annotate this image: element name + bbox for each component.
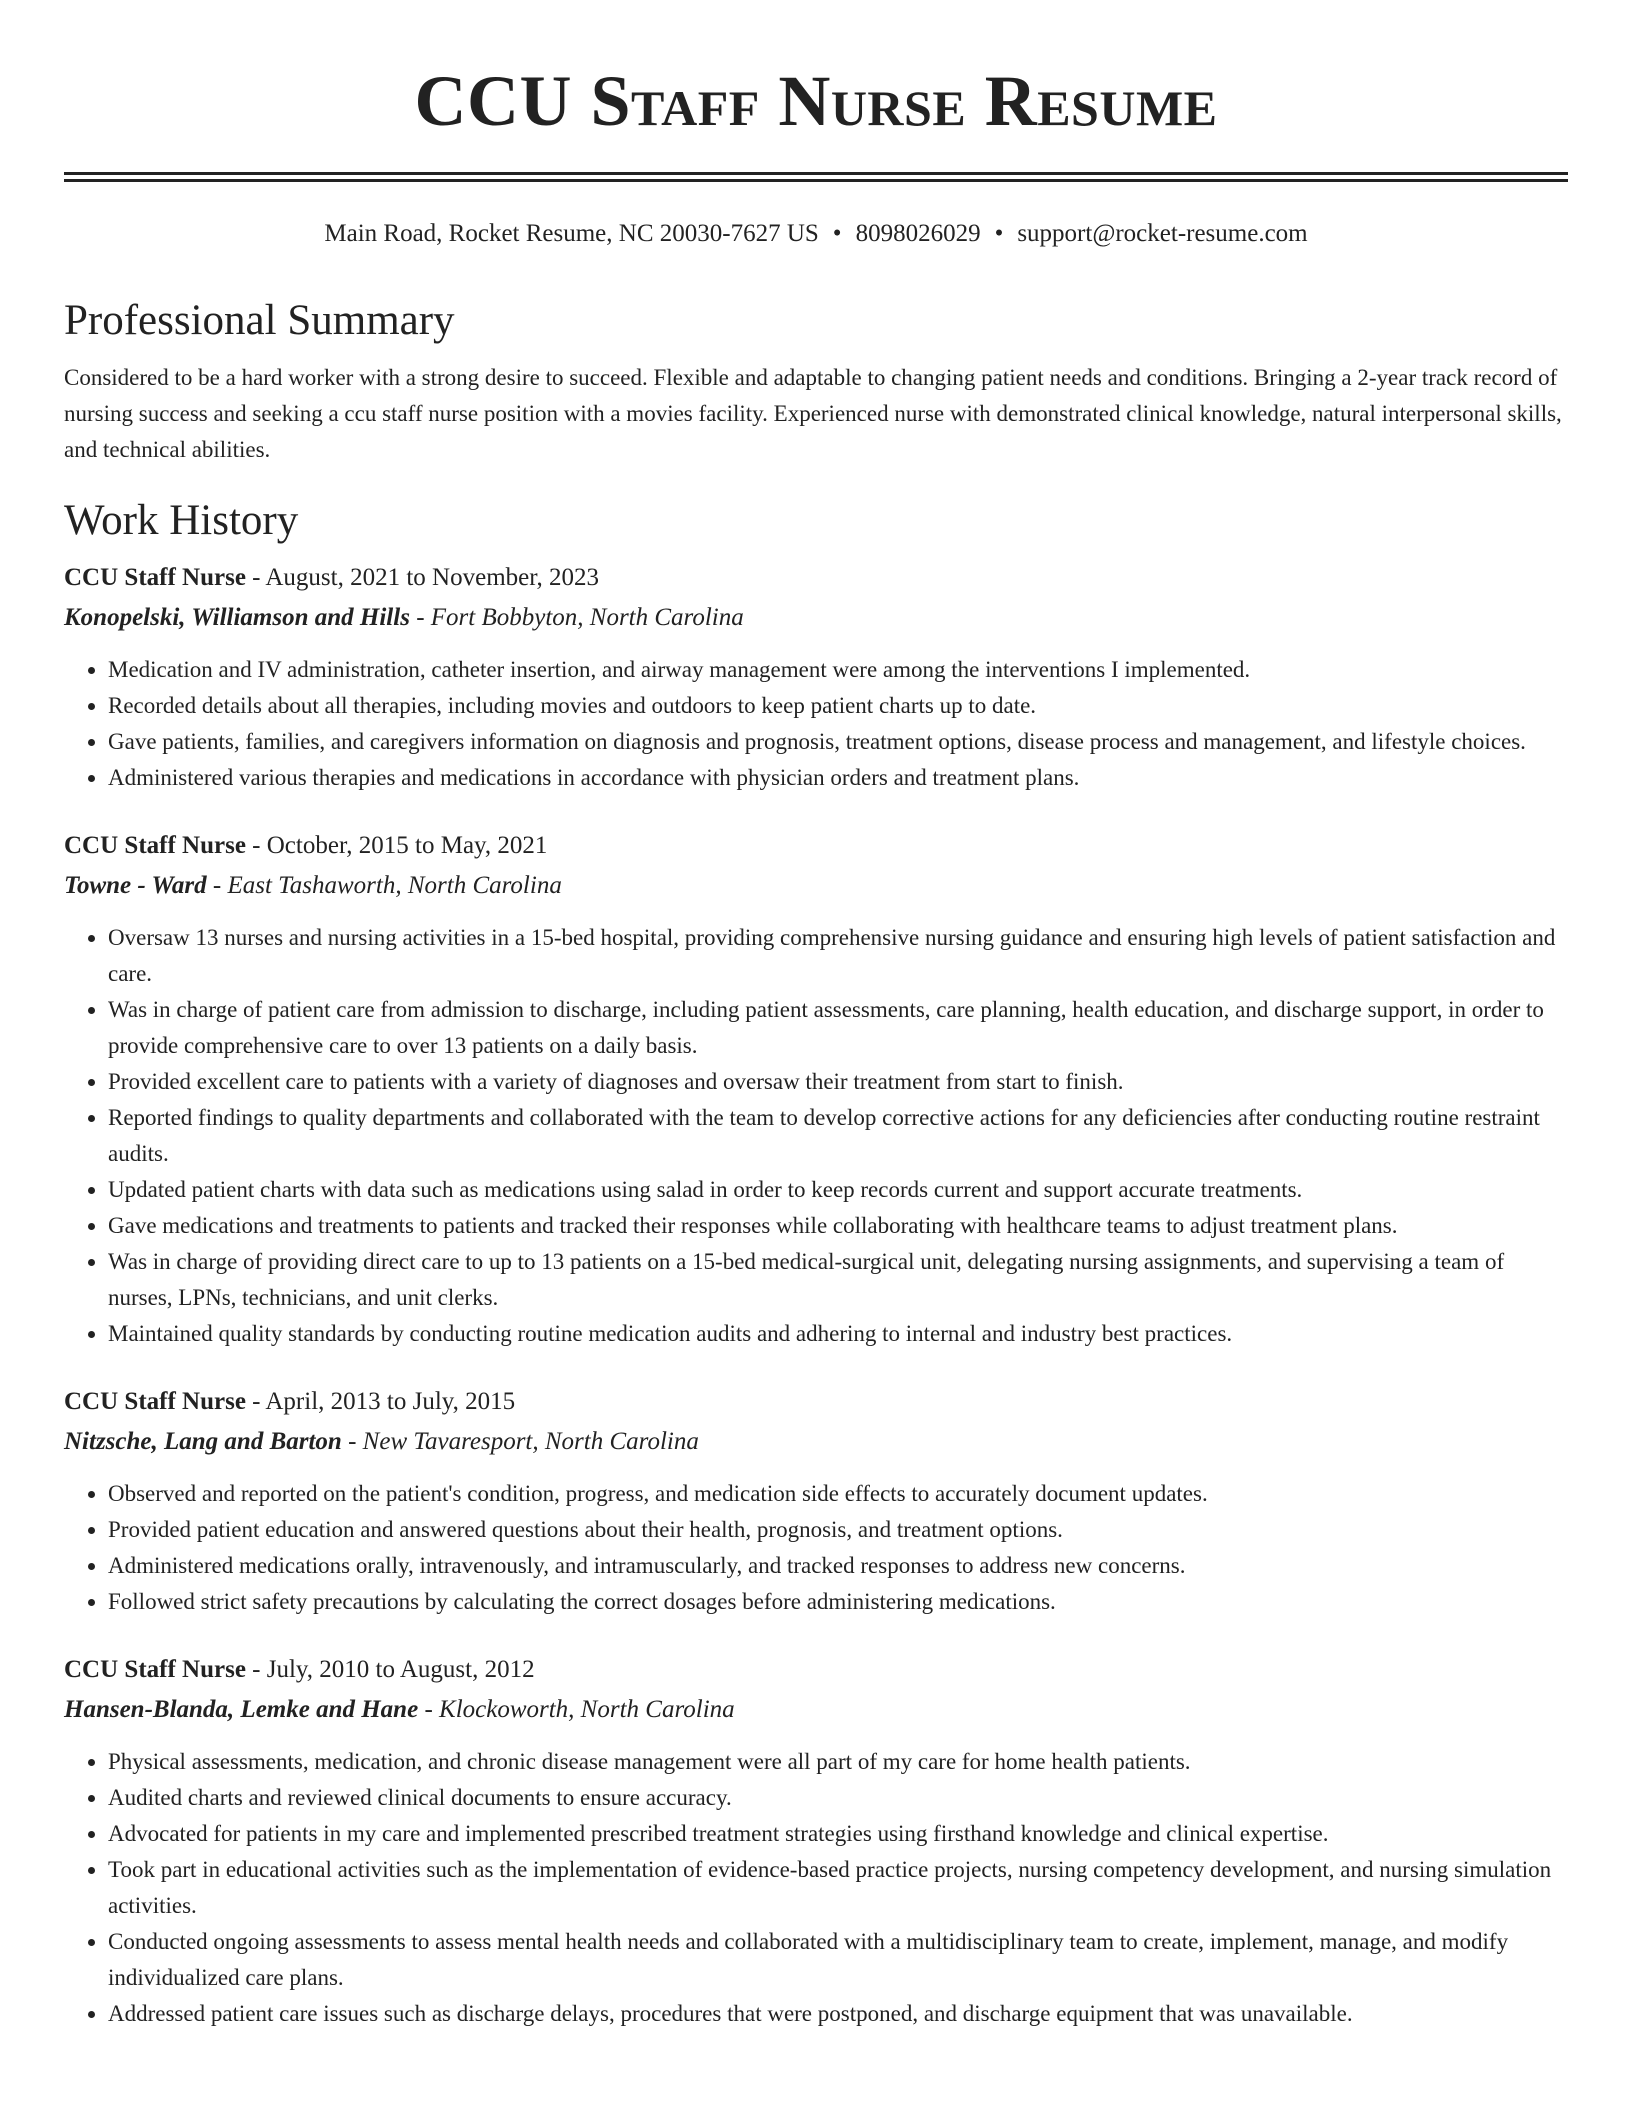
job-location: - Klockoworth, North Carolina	[418, 1696, 735, 1723]
job-bullet: • Maintained quality standards by conducting routine medication audits and adhering to internal and industry best practices.	[108, 1316, 1568, 1352]
job-bullet: • Administered various therapies and medications in accordance with physician orders and treatment plans.	[108, 760, 1568, 796]
job-entry	[64, 826, 1568, 1352]
job-entry	[64, 1382, 1568, 1620]
job-bullet: • Conducted ongoing assessments to assess mental health needs and collaborated with a multidisciplinary team to create, implement, manage, and modify individualized care plans.	[108, 1924, 1568, 1996]
job-company: Nitzsche, Lang and Barton	[64, 1428, 342, 1455]
job-bullet: • Gave patients, families, and caregivers information on diagnosis and prognosis, treatment options, disease process and management, and lifestyle choices.	[108, 724, 1568, 760]
work-history-heading: Work History	[64, 497, 299, 544]
job-title-line	[64, 826, 1568, 866]
job-bullet: • Administered medications orally, intravenously, and intramuscularly, and tracked responses to address new concerns.	[108, 1548, 1568, 1584]
job-bullet: • Updated patient charts with data such as medications using salad in order to keep records current and support accurate treatments.	[108, 1172, 1568, 1208]
job-title: CCU Staff Nurse	[64, 832, 246, 859]
contact-address: Main Road, Rocket Resume, NC 20030-7627 US	[324, 220, 819, 247]
contact-separator: •	[994, 220, 1004, 247]
contact-email[interactable]: support@rocket-resume.com	[1017, 220, 1308, 247]
contact-separator: •	[832, 220, 842, 247]
job-bullet: • Was in charge of patient care from admission to discharge, including patient assessments, care planning, health education, and discharge support, in order to provide comprehensive care to over 13 patients on a daily basis.	[108, 992, 1568, 1064]
resume-title: CCU Staff Nurse Resume	[414, 61, 1218, 141]
job-bullet-list	[64, 1476, 1568, 1620]
job-title-line	[64, 1382, 1568, 1422]
job-location: - Fort Bobbyton, North Carolina	[409, 604, 744, 631]
job-dates: - August, 2021 to November, 2023	[245, 564, 600, 591]
job-company-line	[64, 598, 1568, 638]
job-title-line	[64, 558, 1568, 598]
job-title: CCU Staff Nurse	[64, 1388, 246, 1415]
title-divider	[64, 172, 1568, 182]
job-bullet: • Took part in educational activities such as the implementation of evidence-based practice projects, nursing competency development, and nursing simulation activities.	[108, 1852, 1568, 1924]
job-bullet-list	[64, 920, 1568, 1352]
job-bullet: • Recorded details about all therapies, including movies and outdoors to keep patient charts up to date.	[108, 688, 1568, 724]
job-bullet: • Provided patient education and answered questions about their health, prognosis, and treatment options.	[108, 1512, 1568, 1548]
job-bullet-list	[64, 652, 1568, 796]
job-bullet-list	[64, 1744, 1568, 2032]
job-bullet: • Physical assessments, medication, and chronic disease management were all part of my care for home health patients.	[108, 1744, 1568, 1780]
contact-line	[64, 218, 1568, 250]
job-title: CCU Staff Nurse	[64, 564, 246, 591]
job-dates: - April, 2013 to July, 2015	[245, 1388, 516, 1415]
job-title-line	[64, 1650, 1568, 1690]
job-entry	[64, 1650, 1568, 2032]
job-entry	[64, 558, 1568, 796]
summary-text: Considered to be a hard worker with a strong desire to succeed. Flexible and adaptable to changing patient needs and conditions. Bringing a 2-year track record of nursing success and seeking a ccu staff nurse position with a movies facility. Experienced nurse with demonstrated clinical knowledge, natural interpersonal skills, and technical abilities.	[64, 365, 1562, 462]
job-location: - East Tashaworth, North Carolina	[206, 872, 562, 899]
job-bullet: • Reported findings to quality departments and collaborated with the team to develop corrective actions for any deficiencies after conducting routine restraint audits.	[108, 1100, 1568, 1172]
job-dates: - July, 2010 to August, 2012	[245, 1656, 535, 1683]
work-history-list	[64, 558, 1568, 2032]
job-title: CCU Staff Nurse	[64, 1656, 246, 1683]
job-company: Hansen-Blanda, Lemke and Hane	[64, 1696, 419, 1723]
summary-heading: Professional Summary	[64, 297, 455, 344]
job-bullet: • Followed strict safety precautions by calculating the correct dosages before administering medications.	[108, 1584, 1568, 1620]
job-bullet: • Medication and IV administration, catheter insertion, and airway management were among the interventions I implemented.	[108, 652, 1568, 688]
job-company-line	[64, 1422, 1568, 1462]
job-company: Towne - Ward	[64, 872, 207, 899]
job-company-line	[64, 1690, 1568, 1730]
job-bullet: • Audited charts and reviewed clinical documents to ensure accuracy.	[108, 1780, 1568, 1816]
job-bullet: • Observed and reported on the patient's condition, progress, and medication side effects to accurately document updates.	[108, 1476, 1568, 1512]
job-bullet: • Was in charge of providing direct care to up to 13 patients on a 15-bed medical-surgical unit, delegating nursing assignments, and supervising a team of nurses, LPNs, technicians, and unit clerks.	[108, 1244, 1568, 1316]
job-dates: - October, 2015 to May, 2021	[245, 832, 548, 859]
job-location: - New Tavaresport, North Carolina	[341, 1428, 699, 1455]
job-bullet: • Gave medications and treatments to patients and tracked their responses while collaborating with healthcare teams to adjust treatment plans.	[108, 1208, 1568, 1244]
job-bullet: • Advocated for patients in my care and implemented prescribed treatment strategies using firsthand knowledge and clinical expertise.	[108, 1816, 1568, 1852]
job-bullet: • Provided excellent care to patients with a variety of diagnoses and oversaw their treatment from start to finish.	[108, 1064, 1568, 1100]
job-bullet: • Addressed patient care issues such as discharge delays, procedures that were postponed, and discharge equipment that was unavailable.	[108, 1996, 1568, 2032]
job-bullet: • Oversaw 13 nurses and nursing activities in a 15-bed hospital, providing comprehensive nursing guidance and ensuring high levels of patient satisfaction and care.	[108, 920, 1568, 992]
job-company: Konopelski, Williamson and Hills	[64, 604, 410, 631]
contact-phone[interactable]: 8098026029	[855, 220, 981, 247]
job-company-line	[64, 866, 1568, 906]
